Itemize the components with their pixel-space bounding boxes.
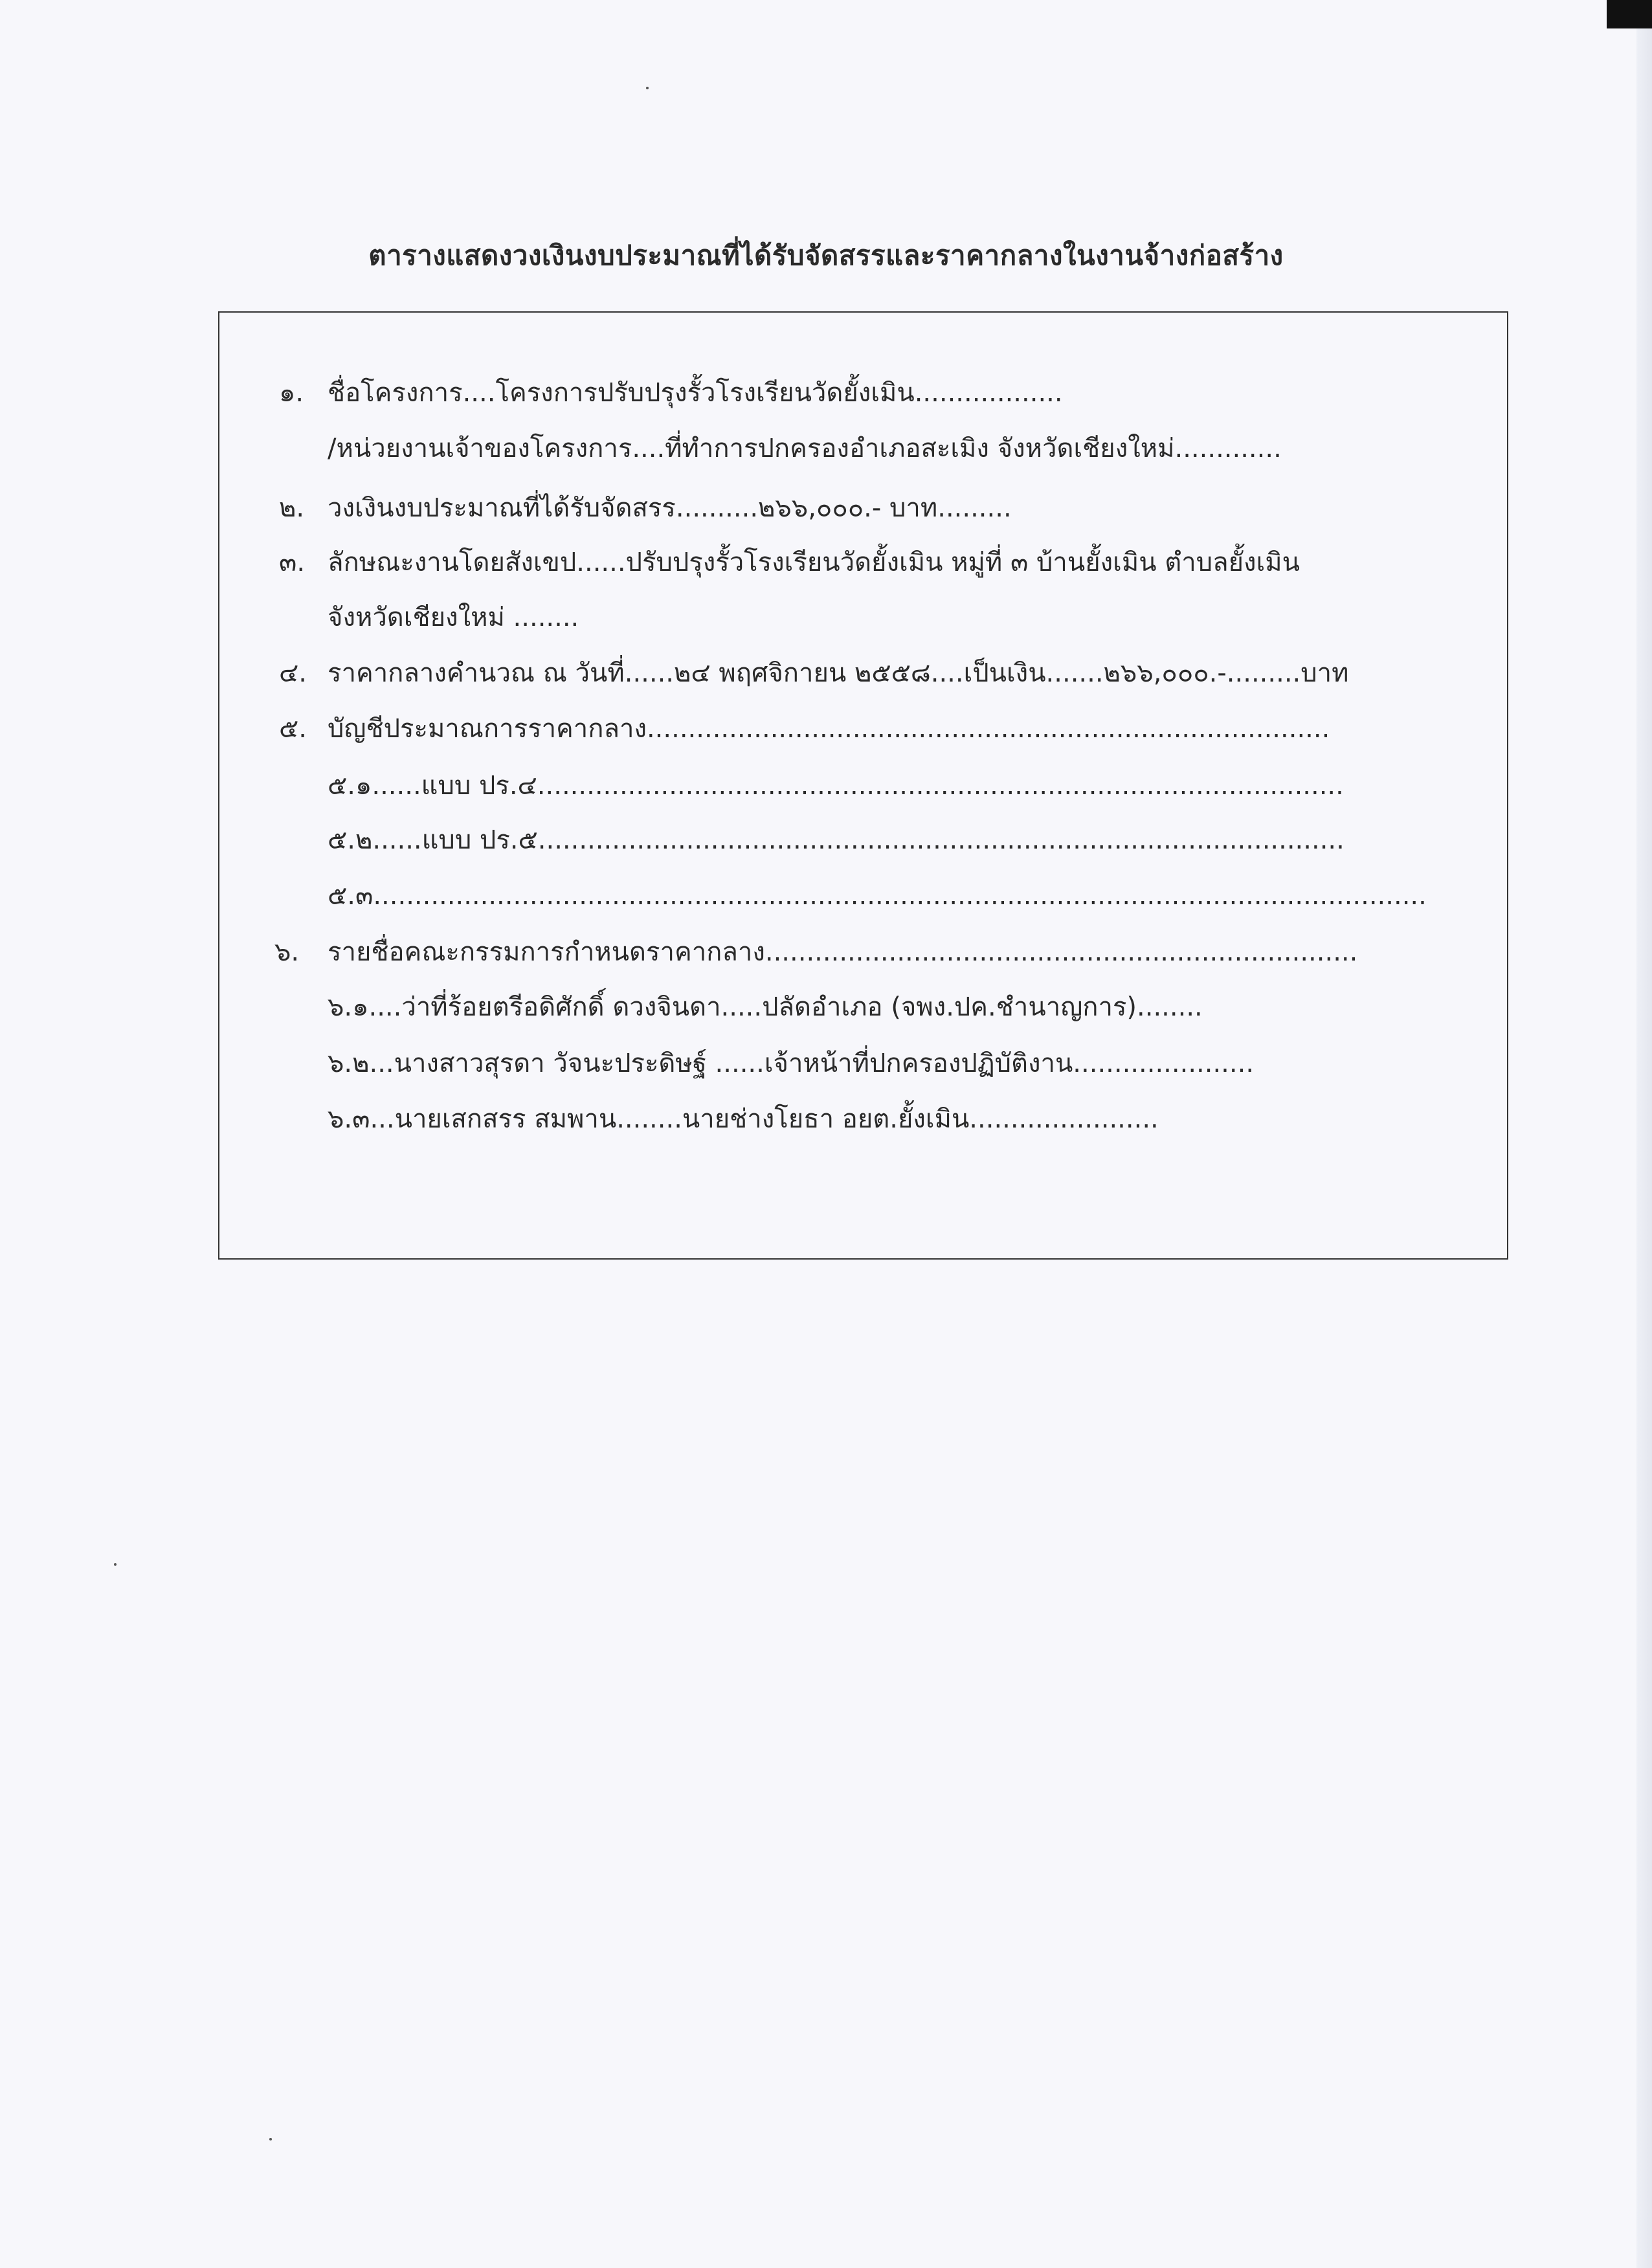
item-sub-5-2: ๕.๒......แบบ ปร.๕.................................................................................................. xyxy=(328,825,1345,855)
scan-speck xyxy=(269,2138,272,2140)
item-owner-agency: /หน่วยงานเจ้าของโครงการ....ที่ทำการปกครองอำเภอสะเมิง จังหวัดเชียงใหม่............. xyxy=(328,434,1282,463)
item-number: ๓. xyxy=(279,548,306,577)
item-budget: วงเงินงบประมาณที่ได้รับจัดสรร..........๒๖๖,๐๐๐.- บาท......... xyxy=(328,493,1012,523)
item-median-price: ราคากลางคำนวณ ณ วันที่......๒๔ พฤศจิกายน ๒๕๕๘....เป็นเงิน.......๒๖๖,๐๐๐.-.........บาท xyxy=(328,658,1349,688)
item-number: ๕. xyxy=(279,714,307,744)
document-title: ตารางแสดงวงเงินงบประมาณที่ได้รับจัดสรรและราคากลางในงานจ้างก่อสร้าง xyxy=(368,239,1284,271)
item-estimate-list: บัญชีประมาณการราคากลาง................................................................................... xyxy=(328,714,1330,744)
scan-speck xyxy=(646,87,649,89)
item-sub-5-1: ๕.๑......แบบ ปร.๔.................................................................................................. xyxy=(328,771,1344,801)
scan-edge-mark xyxy=(1607,0,1652,28)
item-project-name: ชื่อโครงการ....โครงการปรับปรุงรั้วโรงเรียนวัดยั้งเมิน.................. xyxy=(328,378,1063,408)
scan-speck xyxy=(114,1563,117,1566)
item-number: ๔. xyxy=(279,658,307,688)
item-sub-6-2: ๖.๒...นางสาวสุรดา วัจนะประดิษฐ์ ......เจ้าหน้าที่ปกครองปฏิบัติงาน...................... xyxy=(328,1049,1255,1078)
item-committee: รายชื่อคณะกรรมการกำหนดราคากลาง........................................................................ xyxy=(328,937,1358,967)
item-sub-5-3: ๕.๓................................................................................................................................ xyxy=(328,881,1427,911)
item-sub-6-1: ๖.๑....ว่าที่ร้อยตรีอดิศักดิ์ ดวงจินดา.....ปลัดอำเภอ (จพง.ปค.ชำนาญการ)........ xyxy=(328,992,1203,1022)
item-number: ๑. xyxy=(279,378,304,408)
item-number: ๖. xyxy=(274,937,300,967)
item-sub-6-3: ๖.๓...นายเสกสรร สมพาน........นายช่างโยธา อยต.ยั้งเมิน....................... xyxy=(328,1104,1159,1134)
item-work-description: ลักษณะงานโดยสังเขป......ปรับปรุงรั้วโรงเรียนวัดยั้งเมิน หมู่ที่ ๓ บ้านยั้งเมิน ตำบลยั้งเมิน xyxy=(328,548,1300,577)
item-number: ๒. xyxy=(279,493,305,523)
item-work-description-cont: จังหวัดเชียงใหม่ ........ xyxy=(328,603,579,632)
scan-edge-shadow xyxy=(1636,28,1652,2268)
